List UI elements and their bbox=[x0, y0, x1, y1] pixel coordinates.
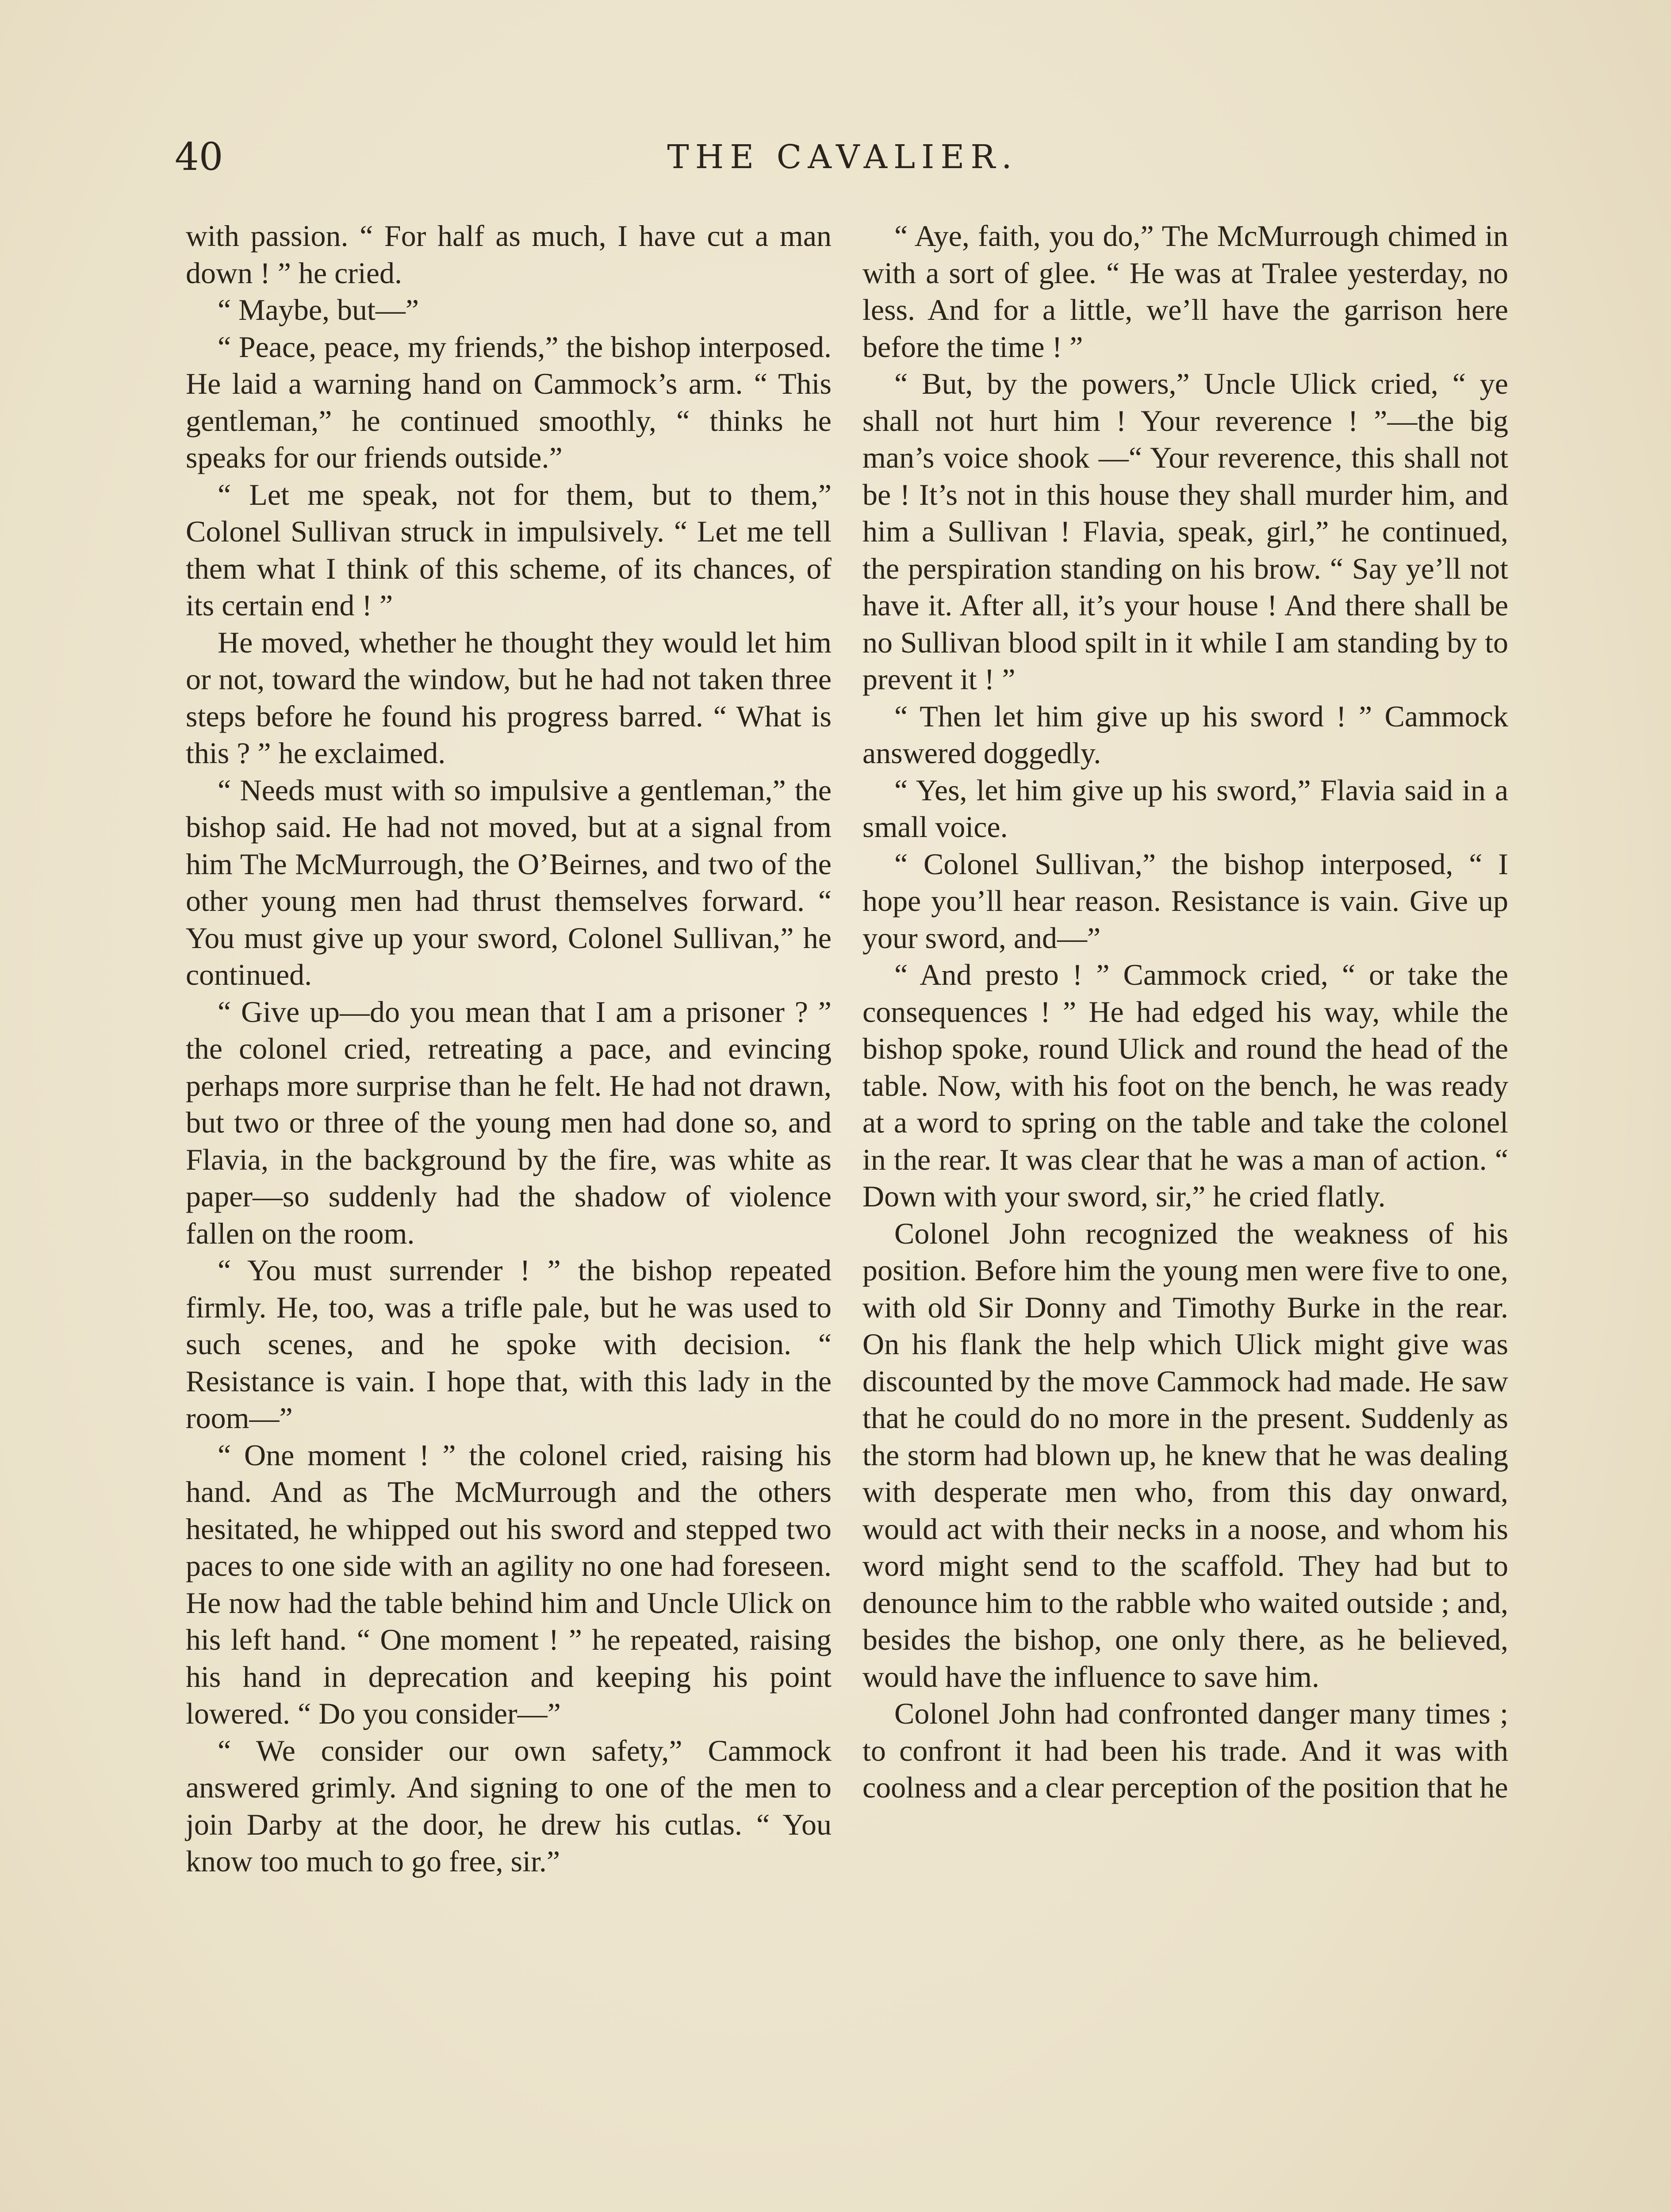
paragraph: “ Give up—do you mean that I am a prisoner ? ” the colonel cried, retreating a pace, and evincing perhaps more surprise than he felt. He had not drawn, but two or three of the young men had done so, and Flavia, in the background by the fire, was white as paper—so suddenly had the shadow of violence fallen on the room. bbox=[186, 995, 832, 1250]
page-header bbox=[175, 133, 1510, 186]
paragraph: “ You must surrender ! ” the bishop repeated firmly. He, too, was a trifle pale, but he was used to such scenes, and he spoke with decision. “ Resistance is vain. I hope that, with this lady in the room—” bbox=[186, 1253, 832, 1435]
paragraph: “ Then let him give up his sword ! ” Cammock answered doggedly. bbox=[862, 699, 1508, 770]
paragraph: “ Colonel Sullivan,” the bishop interposed, “ I hope you’ll hear reason. Resistance is vain. Give up your sword, and—” bbox=[862, 847, 1508, 955]
paragraph: “ One moment ! ” the colonel cried, raising his hand. And as The McMurrough and the others hesitated, he whipped out his sword and stepped two paces to one side with an agility no one had foreseen. He now had the table behind him and Uncle Ulick on his left hand. “ One moment ! ” he repeated, raising his hand in deprecation and keeping his point lowered. “ Do you consider—” bbox=[186, 1438, 832, 1730]
right-column bbox=[862, 218, 1508, 2212]
paragraph: “ We consider our own safety,” Cammock answered grimly. And signing to one of the men to join Darby at the door, he drew his cutlas. “ You know too much to go free, sir.” bbox=[186, 1733, 832, 1878]
paragraph: “ Needs must with so impulsive a gentleman,” the bishop said. He had not moved, but at a signal from him The McMurrough, the O’Beirnes, and two of the other young men had thrust themselves forward. “ You must give up your sword, Colonel Sullivan,” he continued. bbox=[186, 773, 832, 991]
paragraph: Colonel John recognized the weakness of his position. Before him the young men were five to one, with old Sir Donny and Timothy Burke in the rear. On his flank the help which Ulick might give was discounted by the move Cammock had made. He saw that he could do no more in the present. Suddenly as the storm had blown up, he knew that he was dealing with desperate men who, from this day onward, would act with their necks in a noose, and whom his word might send to the scaffold. They had but to denounce him to the rabble who waited outside ; and, besides the bishop, one only there, as he believed, would have the influence to save him. bbox=[862, 1216, 1508, 1694]
paragraph: “ Aye, faith, you do,” The McMurrough chimed in with a sort of glee. “ He was at Tralee yesterday, no less. And for a little, we’ll have the garrison here before the time ! ” bbox=[862, 219, 1508, 364]
paragraph: “ And presto ! ” Cammock cried, “ or take the consequences ! ” He had edged his way, while the bishop spoke, round Ulick and round the head of the table. Now, with his foot on the bench, he was ready at a word to spring on the table and take the colonel in the rear. It was clear that he was a man of action. “ Down with your sword, sir,” he cried flatly. bbox=[862, 958, 1508, 1213]
paragraph: “ Maybe, but—” bbox=[218, 293, 419, 326]
paragraph: with passion. “ For half as much, I have cut a man down ! ” he cried. bbox=[186, 219, 832, 290]
page-number: 40 bbox=[175, 135, 223, 179]
left-column bbox=[186, 218, 832, 2212]
paragraph: “ Yes, let him give up his sword,” Flavia said in a small voice. bbox=[862, 773, 1508, 844]
paragraph: Colonel John had confronted danger many times ; to confront it had been his trade. And it was with coolness and a clear perception of the position that he bbox=[862, 1697, 1508, 1804]
paragraph: “ Peace, peace, my friends,” the bishop interposed. He laid a warning hand on Cammock’s arm. “ This gentleman,” he continued smoothly, “ thinks he speaks for our friends outside.” bbox=[186, 330, 832, 474]
running-head: THE CAVALIER. bbox=[667, 138, 1018, 176]
paragraph: “ But, by the powers,” Uncle Ulick cried, “ ye shall not hurt him ! Your reverence ! ”—the big man’s voice shook —“ Your reverence, this shall not be ! It’s not in this house they shall murder him, and him a Sullivan ! Flavia, speak, girl,” he continued, the perspiration standing on his brow. “ Say ye’ll not have it. After all, it’s your house ! And there shall be no Sullivan blood spilt in it while I am standing by to prevent it ! ” bbox=[862, 367, 1508, 696]
paragraph: He moved, whether he thought they would let him or not, toward the window, but he had not taken three steps before he found his progress barred. “ What is this ? ” he exclaimed. bbox=[186, 625, 832, 770]
paragraph: “ Let me speak, not for them, but to them,” Colonel Sullivan struck in impulsively. “ Let me tell them what I think of this scheme, of its chances, of its certain end ! ” bbox=[186, 477, 832, 622]
